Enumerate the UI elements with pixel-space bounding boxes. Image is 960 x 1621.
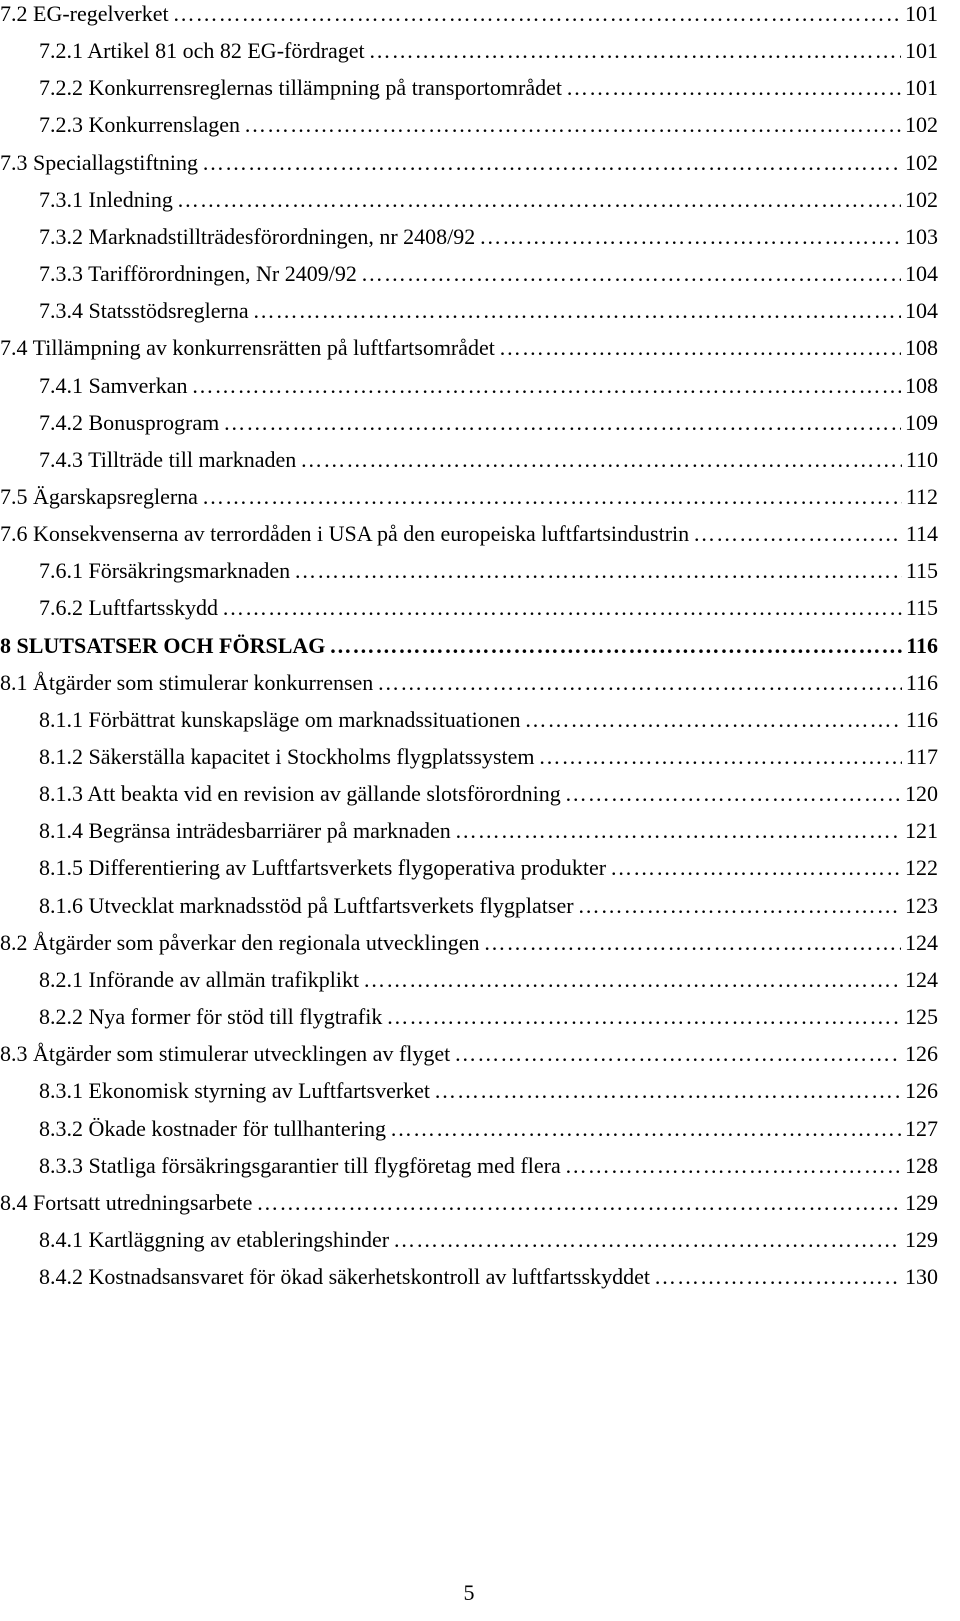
toc-entry[interactable] — [0, 739, 938, 775]
toc-entry-title: 8.2.2 Nya former för stöd till flygtrafik — [39, 1004, 383, 1030]
toc-entry-title: 7.2.1 Artikel 81 och 82 EG-fördraget — [39, 38, 365, 64]
toc-entry-page: 129 — [905, 1226, 938, 1252]
toc-entry-page: 127 — [905, 1115, 938, 1141]
toc-entry-title: 7.2.3 Konkurrenslagen — [39, 112, 241, 138]
dot-leader — [393, 1222, 901, 1258]
dot-leader — [377, 665, 902, 701]
toc-entry-title: 7.6.1 Försäkringsmarknaden — [39, 558, 291, 584]
dot-leader — [455, 813, 901, 849]
toc-entry-title: 8.1.2 Säkerställa kapacitet i Stockholms flygplatssystem — [39, 744, 535, 769]
toc-entry[interactable] — [0, 702, 938, 738]
toc-entry[interactable] — [0, 107, 938, 143]
dot-leader — [223, 405, 901, 441]
toc-entry-page: 108 — [905, 372, 938, 398]
toc-entry-page: 116 — [906, 632, 938, 658]
toc-entry-page: 130 — [905, 1264, 938, 1290]
dot-leader — [610, 850, 901, 886]
toc-entry[interactable] — [0, 219, 938, 255]
dot-leader — [244, 107, 901, 143]
dot-leader — [222, 590, 902, 626]
dot-leader — [300, 442, 902, 478]
toc-entry-title: 8.3.1 Ekonomisk styrning av Luftfartsverket — [39, 1078, 431, 1104]
toc-entry[interactable] — [0, 182, 938, 218]
toc-entry-page: 101 — [905, 1, 938, 26]
toc-entry-page: 112 — [905, 483, 938, 509]
toc-entry[interactable] — [0, 850, 938, 886]
toc-entry[interactable] — [0, 145, 938, 181]
toc-entry[interactable] — [0, 1259, 938, 1295]
toc-entry-title: 8.4 Fortsatt utredningsarbete — [0, 1189, 253, 1215]
toc-entry-page: 109 — [905, 409, 938, 435]
toc-entry[interactable] — [0, 1185, 938, 1221]
toc-entry[interactable] — [0, 442, 938, 478]
toc-entry[interactable] — [0, 999, 938, 1035]
toc-entry-page: 126 — [905, 1041, 938, 1067]
toc-entry[interactable] — [0, 776, 938, 812]
toc-entry[interactable] — [0, 628, 938, 664]
toc-entry[interactable] — [0, 256, 938, 292]
dot-leader — [202, 145, 901, 181]
toc-entry-page: 116 — [905, 706, 938, 732]
dot-leader — [177, 182, 901, 218]
toc-entry-page: 104 — [905, 298, 938, 324]
toc-entry-title: 7.4.3 Tillträde till marknaden — [39, 446, 297, 472]
dot-leader — [434, 1073, 901, 1109]
toc-entry-page: 108 — [905, 335, 938, 361]
dot-leader — [479, 219, 901, 255]
toc-entry-page: 121 — [905, 818, 938, 844]
toc-entry[interactable] — [0, 1111, 938, 1147]
dot-leader — [484, 925, 901, 961]
toc-entry-page: 116 — [905, 669, 938, 695]
toc-entry-page: 115 — [905, 558, 938, 584]
toc-entry-title: 7.3 Speciallagstiftning — [0, 149, 198, 175]
dot-leader — [369, 33, 901, 69]
toc-entry-page: 124 — [905, 929, 938, 955]
dot-leader — [578, 888, 901, 924]
toc-entry-title: 7.4 Tillämpning av konkurrensrätten på luftfartsområdet — [0, 335, 495, 361]
toc-entry-title: 7.3.3 Tarifförordningen, Nr 2409/92 — [39, 261, 357, 287]
dot-leader — [693, 516, 902, 552]
dot-leader — [566, 70, 901, 106]
toc-entry-page: 103 — [905, 223, 938, 249]
toc-entry-page: 125 — [905, 1004, 938, 1030]
toc-entry-title: 7.5 Ägarskapsreglerna — [0, 483, 198, 509]
toc-entry-title: 7.2.2 Konkurrensreglernas tillämpning på transportområdet — [39, 75, 562, 101]
dot-leader — [539, 739, 902, 775]
toc-entry[interactable] — [0, 553, 938, 589]
dot-leader — [454, 1036, 901, 1072]
toc-entry-title: 8.3.2 Ökade kostnader för tullhantering — [39, 1115, 387, 1141]
toc-entry[interactable] — [0, 516, 938, 552]
dot-leader — [390, 1111, 901, 1147]
toc-entry[interactable] — [0, 479, 938, 515]
dot-leader — [256, 1185, 901, 1221]
toc-entry-title: 7.4.1 Samverkan — [39, 372, 188, 398]
toc-entry-page: 129 — [905, 1189, 938, 1215]
toc-entry-page: 126 — [905, 1078, 938, 1104]
toc-entry-page: 115 — [905, 595, 938, 621]
dot-leader — [499, 330, 901, 366]
toc-entry-page: 102 — [905, 112, 938, 138]
toc-entry[interactable] — [0, 293, 938, 329]
toc-entry[interactable] — [0, 330, 938, 366]
toc-entry-page: 120 — [905, 781, 938, 807]
toc-entry[interactable] — [0, 0, 938, 32]
toc-entry-title: 8.3 Åtgärder som stimulerar utvecklingen av flyget — [0, 1041, 451, 1067]
toc-entry-page: 122 — [905, 855, 938, 881]
toc-entry-title: 7.3.4 Statsstödsreglerna — [39, 298, 249, 324]
dot-leader — [565, 776, 901, 812]
toc-entry-title: 7.3.2 Marknadstillträdesförordningen, nr 2408/92 — [39, 223, 476, 249]
dot-leader — [329, 628, 902, 664]
page-number: 5 — [463, 1580, 475, 1605]
toc-entry-title: 8.1.5 Differentiering av Luftfartsverkets flygoperativa produkter — [39, 855, 607, 881]
toc-entry-title: 8.1.3 Att beakta vid en revision av gällande slotsförordning — [39, 781, 561, 807]
toc-entry[interactable] — [0, 925, 938, 961]
toc-entry[interactable] — [0, 590, 938, 626]
dot-leader — [191, 368, 901, 404]
toc-entry-title: 7.2 EG-regelverket — [0, 1, 169, 26]
toc-entry[interactable] — [0, 888, 938, 924]
toc-entry[interactable] — [0, 405, 938, 441]
toc-entry-page: 117 — [905, 744, 938, 769]
toc-entry[interactable] — [0, 1073, 938, 1109]
dot-leader — [386, 999, 901, 1035]
toc-entry[interactable] — [0, 962, 938, 998]
toc-entry-title: 8.1.4 Begränsa inträdesbarriärer på marknaden — [39, 818, 451, 844]
dot-leader — [294, 553, 902, 589]
toc-entry-title: 8.1 Åtgärder som stimulerar konkurrensen — [0, 669, 374, 695]
toc-entry-title: 8.1.6 Utvecklat marknadsstöd på Luftfartsverkets flygplatser — [39, 892, 574, 918]
toc-entry-title: 7.3.1 Inledning — [39, 186, 173, 212]
toc-entry-page: 110 — [905, 446, 938, 472]
dot-leader — [173, 0, 901, 32]
toc-entry-page: 101 — [905, 38, 938, 64]
toc-entry[interactable] — [0, 1222, 938, 1258]
toc-entry-title: 8.1.1 Förbättrat kunskapsläge om marknadssituationen — [39, 706, 521, 732]
toc-entry-title: 8.2.1 Införande av allmän trafikplikt — [39, 966, 360, 992]
toc-entry[interactable] — [0, 665, 938, 701]
toc-entry-title: 8.3.3 Statliga försäkringsgarantier till flygföretag med flera — [39, 1152, 561, 1178]
toc-entry-page: 123 — [905, 892, 938, 918]
toc-entry-page: 102 — [905, 186, 938, 212]
dot-leader — [361, 256, 901, 292]
toc-entry[interactable] — [0, 70, 938, 106]
dot-leader — [565, 1148, 901, 1184]
toc-entry[interactable] — [0, 813, 938, 849]
dot-leader — [524, 702, 901, 738]
toc-entry-title: 8.2 Åtgärder som påverkar den regionala utvecklingen — [0, 929, 480, 955]
toc-entry-title: 8.4.1 Kartläggning av etableringshinder — [39, 1226, 390, 1252]
dot-leader — [253, 293, 901, 329]
toc-entry-page: 114 — [905, 521, 938, 547]
toc-entry-page: 128 — [905, 1152, 938, 1178]
dot-leader — [363, 962, 901, 998]
toc-entry[interactable] — [0, 368, 938, 404]
toc-entry-page: 124 — [905, 966, 938, 992]
toc-entry-page: 102 — [905, 149, 938, 175]
dot-leader — [202, 479, 902, 515]
toc-entry-title: 7.6.2 Luftfartsskydd — [39, 595, 219, 621]
dot-leader — [654, 1259, 901, 1295]
toc-entry[interactable] — [0, 33, 938, 69]
toc-entry[interactable] — [0, 1036, 938, 1072]
toc-entry-title: 8.4.2 Kostnadsansvaret för ökad säkerhetskontroll av luftfartsskyddet — [39, 1264, 650, 1290]
toc-entry-title: 7.6 Konsekvenserna av terrordåden i USA på den europeiska luftfartsindustrin — [0, 521, 690, 547]
toc-entry-title: 7.4.2 Bonusprogram — [39, 409, 220, 435]
toc-entry-title: 8 SLUTSATSER OCH FÖRSLAG — [0, 632, 326, 658]
toc-entry-page: 101 — [905, 75, 938, 101]
toc-entry-page: 104 — [905, 261, 938, 287]
toc-entry[interactable] — [0, 1148, 938, 1184]
